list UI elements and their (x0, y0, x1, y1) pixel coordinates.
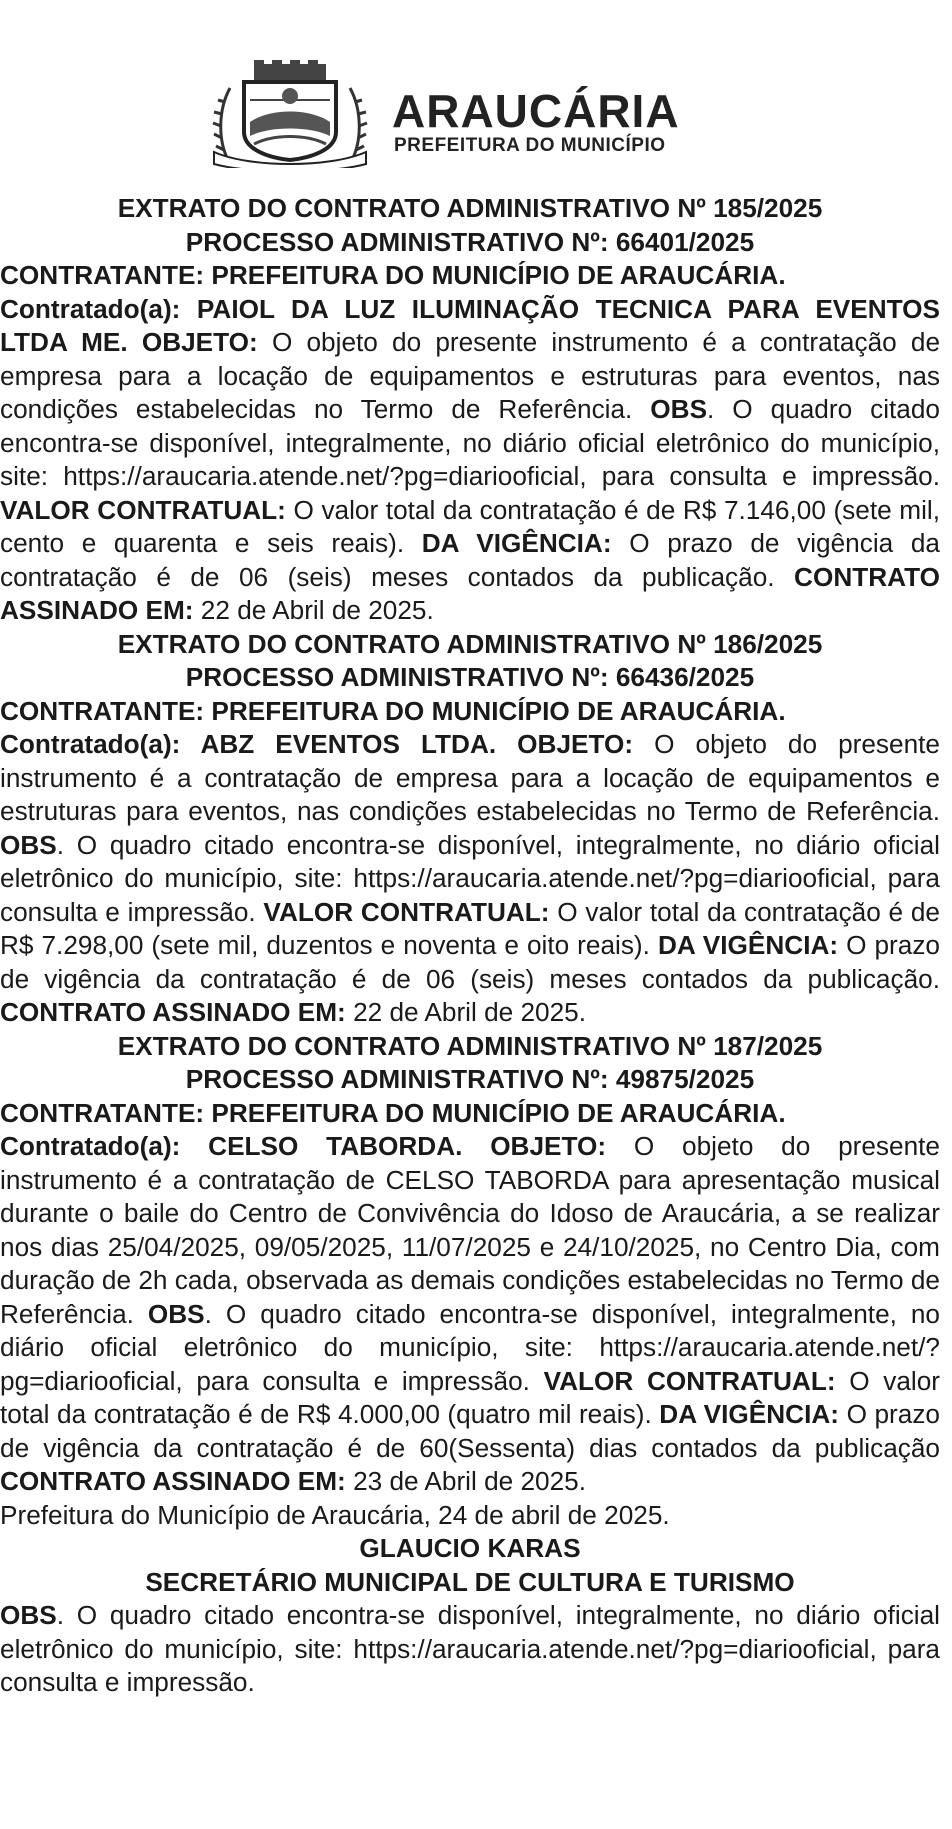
signer-role: SECRETÁRIO MUNICIPAL DE CULTURA E TURISMO (145, 1566, 795, 1597)
objeto-text: O objeto do presente instrumento é a contratação de empresa para a locação de equipamentos e estruturas para eventos, nas condições estabelecidas no Termo de Referência. (0, 327, 941, 424)
contratante-line: CONTRATANTE: PREFEITURA DO MUNICÍPIO DE ARAUCÁRIA. (0, 1097, 786, 1128)
city-subtitle: PREFEITURA DO MUNICÍPIO (394, 135, 666, 156)
objeto-text: O objeto do presente instrumento é a contratação de CELSO TABORDA para apresentação musical durante o baile do Centro de Convivência do Idoso de Araucária, a se realizar nos dias 25/04/2025, 09/05/2025, 11/07/2025 e 24/10/2025, no Centro Dia, com duração de 2h cada, observada as demais condições estabelecidas no Termo de Referência. (0, 1131, 940, 1329)
signer-name: GLAUCIO KARAS (359, 1533, 581, 1563)
obs-text: . O quadro citado encontra-se disponível, integralmente, no diário oficial eletrônico do município, site: https://araucaria.atende.net/?pg=diariooficial, para consulta e impressão. (0, 829, 940, 927)
process-number: PROCESSO ADMINISTRATIVO Nº: 66401/2025 (185, 226, 755, 257)
valor-text: O valor total da contratação é de R$ 7.146,00 (sete mil, cento e quarenta e seis reais). (0, 494, 940, 558)
obs-label: OBS (0, 829, 57, 860)
process-number: PROCESSO ADMINISTRATIVO Nº: 66436/2025 (185, 662, 755, 692)
contract-title: EXTRATO DO CONTRATO ADMINISTRATIVO Nº 186/2025 (117, 628, 823, 659)
contract-title: EXTRATO DO CONTRATO ADMINISTRATIVO Nº 187/2025 (117, 1030, 823, 1061)
process-number: PROCESSO ADMINISTRATIVO Nº: 49875/2025 (185, 1064, 755, 1094)
page-header (210, 60, 730, 170)
closing-obs-text: . O quadro citado encontra-se disponível, integralmente, no diário oficial eletrônico do município, site: https://araucaria.atende.net/?pg=diariooficial, para consulta e impressão. (0, 1600, 940, 1697)
objeto-label: OBJETO: (490, 1131, 607, 1161)
obs-text: . O quadro citado encontra-se disponível, integralmente, no diário oficial eletrônico do município, site: https://araucaria.atende.net/?pg=diariooficial, para consulta e impressão. (0, 1298, 940, 1396)
valor-text: O valor total da contratação é de R$ 4.000,00 (quatro mil reais). (0, 1365, 941, 1429)
closing-obs-label: OBS (0, 1600, 57, 1630)
city-seal-icon (210, 60, 370, 168)
vigencia-label: DA VIGÊNCIA: (421, 528, 612, 558)
vigencia-label: DA VIGÊNCIA: (657, 930, 839, 960)
contract-extract (0, 1097, 940, 1499)
assinado-text: 22 de Abril de 2025. (200, 595, 434, 625)
closing-obs (0, 1599, 940, 1700)
vigencia-text: O prazo de vigência da contratação é de 06 (seis) meses contados da publicação. (0, 528, 940, 592)
contratado-label: Contratado(a): PAIOL DA LUZ ILUMINAÇÃO TECNICA PARA EVENTOS LTDA ME. (0, 293, 940, 357)
valor-label: VALOR CONTRATUAL: (263, 896, 550, 927)
contratado-label: Contratado(a): CELSO TABORDA. (0, 1131, 463, 1161)
document-body (0, 192, 940, 1700)
valor-label: VALOR CONTRATUAL: (0, 494, 286, 525)
assinado-label: CONTRATO ASSINADO EM: (0, 1466, 346, 1496)
objeto-text: O objeto do presente instrumento é a contratação de empresa para a locação de equipamentos e estruturas para eventos, nas condições estabelecidas no Termo de Referência. (0, 729, 940, 826)
valor-text: O valor total da contratação é de R$ 7.298,00 (sete mil, duzentos e noventa e oito reais). (0, 896, 940, 960)
assinado-label: CONTRATO ASSINADO EM: (0, 997, 346, 1027)
obs-text: . O quadro citado encontra-se disponível, integralmente, no diário oficial eletrônico do município, site: https://araucaria.atende.net/?pg=diariooficial, para consulta e impressão. (0, 394, 940, 491)
contract-extract (0, 695, 940, 1030)
objeto-label: OBJETO: (141, 327, 258, 357)
objeto-label: OBJETO: (517, 729, 634, 759)
valor-label: VALOR CONTRATUAL: (543, 1365, 836, 1396)
assinado-text: 23 de Abril de 2025. (353, 1466, 587, 1496)
city-name: ARAUCÁRIA (392, 85, 680, 137)
vigencia-label: DA VIGÊNCIA: (659, 1399, 839, 1429)
contratante-line: CONTRATANTE: PREFEITURA DO MUNICÍPIO DE ARAUCÁRIA. (0, 695, 786, 726)
assinado-text: 22 de Abril de 2025. (353, 997, 587, 1027)
assinado-label: CONTRATO ASSINADO EM: (0, 561, 940, 625)
contract-title: EXTRATO DO CONTRATO ADMINISTRATIVO Nº 185/2025 (117, 193, 823, 223)
vigencia-text: O prazo de vigência da contratação é de 60(Sessenta) dias contados da publicação (0, 1399, 940, 1463)
contract-extract (0, 259, 940, 628)
contratante-line: CONTRATANTE: PREFEITURA DO MUNICÍPIO DE ARAUCÁRIA. (0, 260, 786, 290)
contratado-label: Contratado(a): ABZ EVENTOS LTDA. (0, 729, 497, 759)
vigencia-text: O prazo de vigência da contratação é de 06 (seis) meses contados da publicação. (0, 930, 940, 994)
obs-label: OBS (147, 1298, 205, 1329)
obs-label: OBS (650, 394, 708, 424)
place-date: Prefeitura do Município de Araucária, 24 de abril de 2025. (0, 1499, 670, 1530)
